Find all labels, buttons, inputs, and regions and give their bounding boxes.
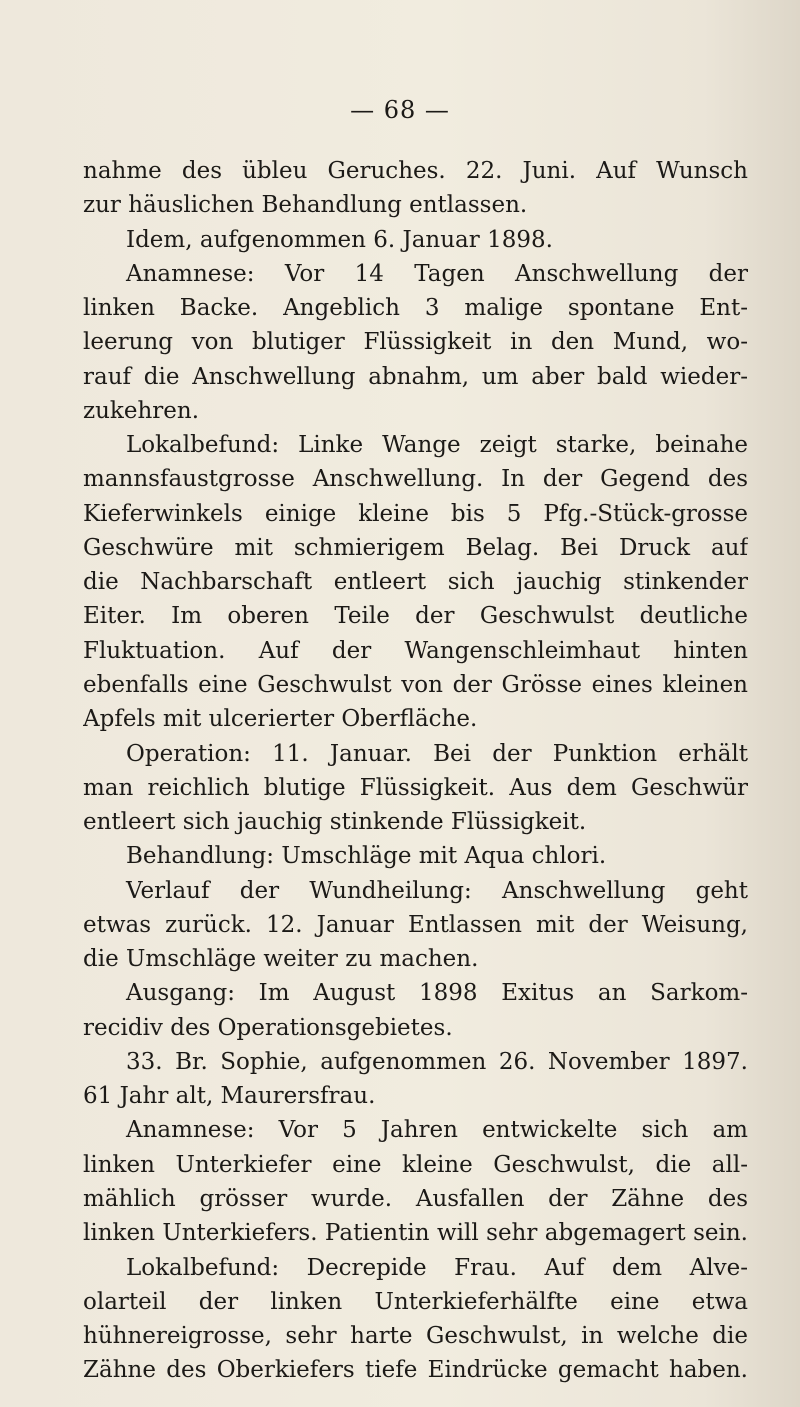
text-line: nahme des übleu Geruches. 22. Juni. Auf Wunsch — [83, 158, 748, 184]
text-line: Anamnese: Vor 5 Jahren entwickelte sich am — [126, 1117, 748, 1144]
text-line: Apfels mit ulcerierter Oberfläche. — [83, 706, 478, 733]
text-line: Kieferwinkels einige kleine bis 5 Pfg.-Stück-grosse — [83, 500, 748, 527]
body-text — [83, 154, 748, 1388]
text-line: linken Backe. Angeblich 3 malige spontane Ent- — [83, 295, 748, 322]
text-line: 33. Br. Sophie, aufgenommen 26. November 1897. — [126, 1048, 748, 1075]
text-line: man reichlich blutige Flüssigkeit. Aus dem Geschwür — [83, 774, 748, 801]
text-line: recidiv des Operationsgebietes. — [83, 1014, 453, 1041]
text-line: leerung von blutiger Flüssigkeit in den Mund, wo- — [83, 329, 748, 356]
text-line: hühnereigrosse, sehr harte Geschwulst, in welche die — [83, 1323, 748, 1350]
text-line: zur häuslichen Behandlung entlassen. — [83, 192, 528, 219]
text-line: die Nachbarschaft entleert sich jauchig stinkender — [83, 569, 748, 596]
text-line: Zähne des Oberkiefers tiefe Eindrücke gemacht haben. — [83, 1357, 748, 1384]
text-line: entleert sich jauchig stinkende Flüssigkeit. — [83, 809, 587, 836]
text-line: mählich grösser wurde. Ausfallen der Zähne des — [83, 1185, 748, 1212]
text-line: 61 Jahr alt, Maurersfrau. — [83, 1083, 376, 1110]
text-line: Verlauf der Wundheilung: Anschwellung geht — [126, 877, 748, 904]
text-line: Idem, aufgenommen 6. Januar 1898. — [126, 226, 553, 253]
text-line: linken Unterkiefers. Patientin will sehr abgemagert sein. — [83, 1220, 748, 1247]
text-line: mannsfaustgrosse Anschwellung. In der Gegend des — [83, 466, 748, 493]
text-line: linken Unterkiefer eine kleine Geschwulst, die all- — [83, 1151, 748, 1178]
text-line: Behandlung: Umschläge mit Aqua chlori. — [126, 843, 607, 870]
text-line: Eiter. Im oberen Teile der Geschwulst deutliche — [83, 603, 748, 630]
text-line: Lokalbefund: Linke Wange zeigt starke, beinahe — [126, 432, 748, 459]
text-line: Fluktuation. Auf der Wangenschleimhaut hinten — [83, 637, 748, 664]
text-line: etwas zurück. 12. Januar Entlassen mit der Weisung, — [83, 911, 748, 938]
text-line: olarteil der linken Unterkieferhälfte eine etwa — [83, 1288, 748, 1315]
text-line: Geschwüre mit schmierigem Belag. Bei Druck auf — [83, 534, 748, 561]
text-line: Operation: 11. Januar. Bei der Punktion erhält — [126, 740, 748, 767]
text-line: rauf die Anschwellung abnahm, um aber bald wieder- — [83, 363, 748, 390]
page-number: — 68 — — [350, 96, 450, 124]
text-line: ebenfalls eine Geschwulst von der Grösse eines kleinen — [83, 671, 748, 698]
text-line: die Umschläge weiter zu machen. — [83, 946, 479, 973]
text-line: zukehren. — [83, 397, 200, 424]
text-line: Ausgang: Im August 1898 Exitus an Sarkom- — [126, 980, 748, 1007]
text-line: Anamnese: Vor 14 Tagen Anschwellung der — [126, 260, 748, 287]
text-line: Lokalbefund: Decrepide Frau. Auf dem Alve- — [126, 1254, 748, 1281]
